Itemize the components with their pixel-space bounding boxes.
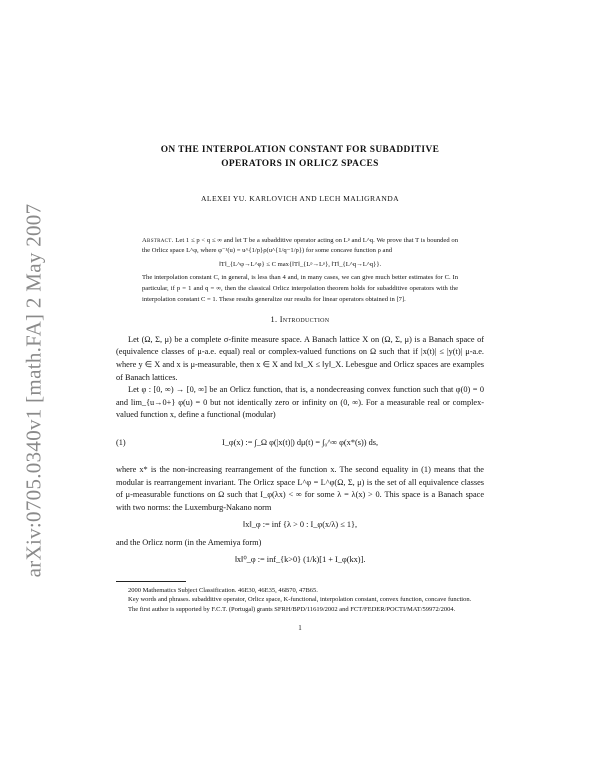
intro-paragraph-4: and the Orlicz norm (in the Amemiya form) [116,537,262,547]
footnote-funding: The first author is supported by F.C.T. (Portugal) grants SFRH/BPD/11619/2002 and FCT/FEDER/POCTI/MAT/59972/2004. [128,605,456,613]
equation-1-number: (1) [116,437,126,447]
paper-title [136,143,464,171]
title-line-1: ON THE INTERPOLATION CONSTANT FOR SUBADDITIVE [160,145,440,155]
abstract-text-2: The interpolation constant C, in general, is less than 4 and, in many cases, we can give much better estimates for C. In particular, if p = 1 and q = ∞, then the classical Orlicz interpolation theorem holds for subadditive operators with the interpolation constant C = 1. These results generalize our results for linear operators obtained in [7]. [142,274,458,303]
orlicz-norm-formula: ‖x‖⁰_φ := inf_{k>0} (1/k)[1 + I_φ(kx)]. [234,555,366,565]
intro-paragraph-3: where x* is the non-increasing rearrangement of the function x. The second equality in (1) means that the modular is rearrangement invariant. The Orlicz space L^φ = L^φ(Ω, Σ, μ) is the set of all equivalence classes of μ-measurable functions on Ω such that I_φ(λx) < ∞ for some λ = λ(x) > 0. This space is a Banach space with two norms: the Luxemburg-Nakano norm [116,464,484,512]
paper-authors: ALEXEI YU. KARLOVICH AND LECH MALIGRANDA [201,194,399,203]
footnote-rule [116,581,186,582]
section-heading-introduction: 1. Introduction [270,315,330,325]
paper-page [116,143,484,635]
arxiv-identifier-stamp [16,180,52,600]
equation-1-formula: I_φ(x) := ∫_Ω φ(|x(t)|) dμ(t) = ∫₀^∞ φ(x*(s)) ds, [221,437,379,447]
page-number: 1 [298,624,302,633]
abstract-label: Abstract. [142,236,174,244]
equation-1 [116,432,484,454]
footnotes [116,586,484,614]
abstract-text-1: Let 1 ≤ p < q ≤ ∞ and let T be a subadditive operator acting on Lᵖ and L^q. We prove that T is bounded on the Orlicz space L^φ, where φ⁻¹(u) = u^{1/p}ρ(u^{1/q−1/p}) for some concave function ρ and [142,236,459,255]
luxemburg-norm-formula: ‖x‖_φ := inf {λ > 0 : I_φ(x/λ) ≤ 1}, [242,520,358,530]
abstract-formula: ‖T‖_{L^φ→L^φ} ≤ C max{‖T‖_{Lᵖ→Lᵖ}, ‖T‖_{L^q→L^q}}. [218,260,382,268]
intro-paragraph-1: Let (Ω, Σ, μ) be a complete σ-finite measure space. A Banach lattice X on (Ω, Σ, μ) is a Banach space of (equivalence classes of μ-a.e. equal) real or complex-valued functions on Ω such that if |x(t)| ≤ |y(t)| μ-a.e. where y ∈ X and x is μ-measurable, then x ∈ X and ‖x‖_X ≤ ‖y‖_X. Lebesgue and Orlicz spaces are examples of Banach lattices. [116,334,484,382]
footnote-keywords: Key words and phrases. subadditive operator, Orlicz space, K-functional, interpolation constant, convex function, concave function. [128,596,472,604]
title-line-2: OPERATORS IN ORLICZ SPACES [221,159,379,169]
arxiv-stamp-text: arXiv:0705.0340v1 [math.FA] 2 May 2007 [21,203,46,577]
abstract-block [142,236,458,306]
footnote-msc: 2000 Mathematics Subject Classification. 46E30, 46E35, 46B70, 47B65. [128,587,318,595]
intro-paragraph-2: Let φ : [0, ∞) → [0, ∞] be an Orlicz function, that is, a nondecreasing convex function such that φ(0) = 0 and lim_{u→0+} φ(u) = 0 but not identically zero or infinity on (0, ∞). For a measurable real or complex-valued function x, define a functional (modular) [116,385,484,420]
